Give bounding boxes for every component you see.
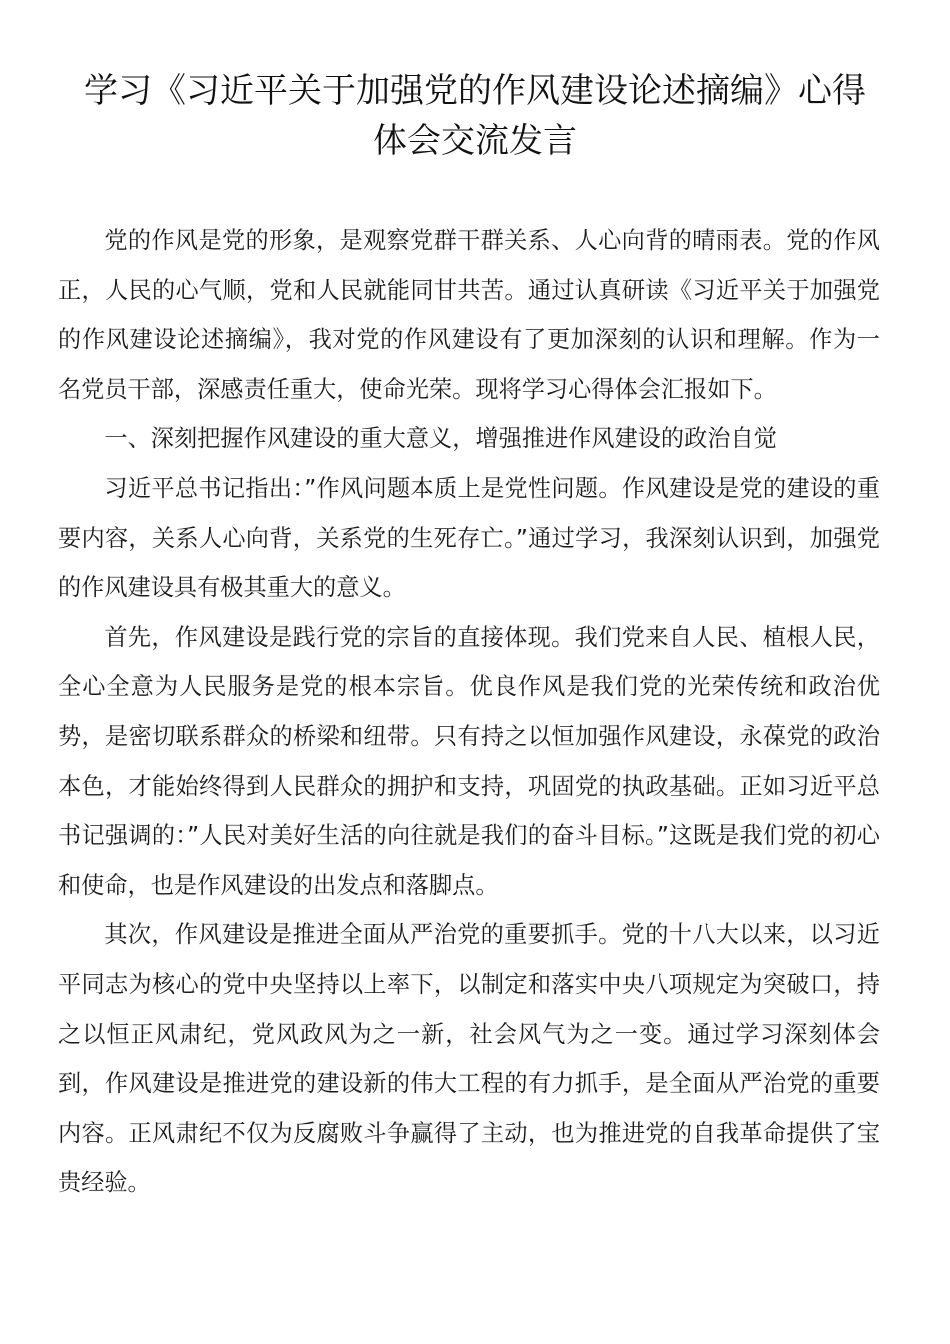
document-title — [40, 66, 910, 166]
paragraph-intro: 党的作风是党的形象，是观察党群干群关系、人心向背的晴雨表。党的作风正，人民的心气顺，党和人民就能同甘共苦。通过认真研读《习近平关于加强党的作风建设论述摘编》，我对党的作风建设有了更加深刻的认识和理解。作为一名党员干部，深感责任重大，使命光荣。现将学习心得体会汇报如下。 — [58, 227, 880, 403]
document-body — [58, 216, 880, 1208]
paragraph-quote: 习近平总书记指出：”作风问题本质上是党性问题。作风建设是党的建设的重要内容，关系人心向背，关系党的生死存亡。”通过学习，我深刻认识到，加强党的作风建设具有极其重大的意义。 — [58, 474, 880, 602]
paragraph-second-point: 其次，作风建设是推进全面从严治党的重要抓手。党的十八大以来，以习近平同志为核心的党中央坚持以上率下，以制定和落实中央八项规定为突破口，持之以恒正风肃纪，党风政风为之一新，社会风气为之一变。通过学习深刻体会到，作风建设是推进党的建设新的伟大工程的有力抓手，是全面从严治党的重要内容。正风肃纪不仅为反腐败斗争赢得了主动，也为推进党的自我革命提供了宝贵经验。 — [58, 921, 880, 1197]
title-line-1: 学习《习近平关于加强党的作风建设论述摘编》心得 — [84, 71, 866, 111]
title-line-2: 体会交流发言 — [373, 121, 577, 161]
paragraph-first-point: 首先，作风建设是践行党的宗旨的直接体现。我们党来自人民、植根人民，全心全意为人民服务是党的根本宗旨。优良作风是我们党的光荣传统和政治优势，是密切联系群众的桥梁和纽带。只有持之以恒加强作风建设，永葆党的政治本色，才能始终得到人民群众的拥护和支持，巩固党的执政基础。正如习近平总书记强调的：”人民对美好生活的向往就是我们的奋斗目标。”这既是我们党的初心和使命，也是作风建设的出发点和落脚点。 — [58, 623, 880, 899]
section-heading-1: 一、深刻把握作风建设的重大意义，增强推进作风建设的政治自觉 — [104, 425, 777, 453]
